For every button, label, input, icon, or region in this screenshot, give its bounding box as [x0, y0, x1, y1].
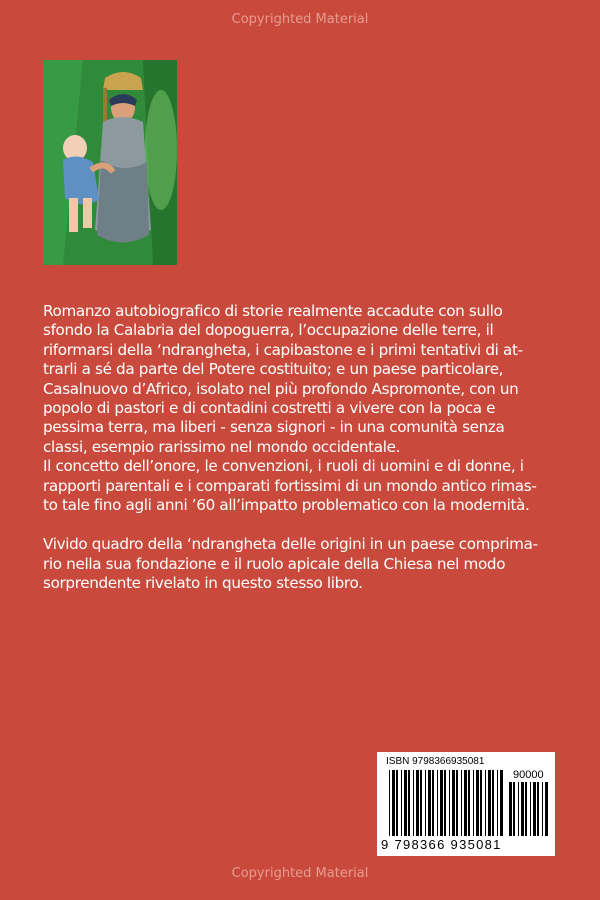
- barcode-bar: [452, 770, 455, 836]
- barcode-bar: [428, 770, 431, 836]
- isbn-barcode: [377, 752, 555, 856]
- barcode-bar: [480, 770, 482, 836]
- barcode-bar: [444, 770, 446, 836]
- blurb-line: rio nella sua fondazione e il ruolo apicale della Chiesa nel modo: [43, 554, 506, 573]
- barcode-bar: [488, 770, 491, 836]
- isbn-label: ISBN 9798366935081: [386, 756, 485, 767]
- barcode-bar: [533, 782, 536, 836]
- blurb-line: Casalnuovo d’Africo, isolato nel più profondo Aspromonte, con un: [43, 379, 519, 398]
- blurb-line: rapporti parentali e i comparati fortissimi di un mondo antico rimas-: [43, 476, 537, 495]
- barcode-bar: [392, 770, 395, 836]
- copyright-watermark-top: Copyrighted Material: [231, 12, 369, 27]
- barcode-bar: [408, 770, 410, 836]
- barcode-bar: [513, 782, 515, 836]
- barcode-bar: [437, 770, 438, 836]
- barcode-bar: [518, 782, 519, 836]
- blurb-line: Romanzo autobiografico di storie realmente accadute con sullo: [43, 302, 503, 320]
- barcode-bar: [537, 782, 539, 836]
- barcode-bar: [500, 770, 503, 836]
- barcode-bar: [449, 770, 450, 836]
- barcode-bar: [476, 770, 479, 836]
- barcode-bar: [440, 770, 443, 836]
- blurb-line: trarli a sé da parte del Potere costituito; e un paese particolare,: [43, 360, 504, 379]
- barcode-bar: [485, 770, 486, 836]
- paragraph-gap: [43, 515, 563, 535]
- blurb-line: pessima terra, ma liberi - senza signori - in una comunità senza: [43, 418, 505, 437]
- barcode-bar: [432, 770, 434, 836]
- back-cover-blurb: [43, 302, 563, 594]
- copyright-watermark-bottom: Copyrighted Material: [231, 866, 369, 881]
- cover-painting: [43, 60, 177, 265]
- barcode-bar: [473, 770, 474, 836]
- blurb-line: riformarsi della ‘ndrangheta, i capibastone e i primi tentativi di at-: [43, 340, 523, 359]
- blurb-line: Vivido quadro della ‘ndrangheta delle origini in un paese comprima-: [43, 535, 538, 554]
- blurb-line: popolo di pastori e di contadini costretti a vivere con la poca e: [43, 399, 496, 418]
- ean-digits: 9 798366 935081: [381, 837, 502, 852]
- barcode-bar: [401, 770, 402, 836]
- barcode-bar: [416, 770, 419, 836]
- barcode-bar: [456, 770, 458, 836]
- barcode-bar: [492, 770, 494, 836]
- barcode-bar: [542, 782, 543, 836]
- barcode-bar: [461, 770, 462, 836]
- barcode-bar: [509, 782, 512, 836]
- blurb-line: Il concetto dell’onore, le convenzioni, i ruoli di uomini e di donne, i: [43, 457, 524, 476]
- barcode-bar: [545, 782, 548, 836]
- barcode-bar: [497, 770, 498, 836]
- price-code: 90000: [513, 769, 544, 781]
- barcode-bar: [413, 770, 414, 836]
- barcode-bar: [525, 782, 527, 836]
- barcode-bar: [425, 770, 426, 836]
- blurb-line: sorprendente rivelato in questo stesso libro.: [43, 574, 363, 593]
- barcode-bar: [521, 782, 524, 836]
- barcode-bar: [464, 770, 467, 836]
- blurb-line: to tale fino agli anni ’60 all’impatto problematico con la modernità.: [43, 496, 530, 515]
- barcode-bar: [389, 770, 390, 836]
- blurb-line: classi, esempio rarissimo nel mondo occidentale.: [43, 437, 401, 456]
- barcode-bar: [404, 770, 407, 836]
- barcode-bar: [530, 782, 531, 836]
- blurb-line: sfondo la Calabria del dopoguerra, l’occupazione delle terre, il: [43, 321, 494, 340]
- barcode-bar: [396, 770, 398, 836]
- barcode-bar: [420, 770, 422, 836]
- barcode-bar: [468, 770, 470, 836]
